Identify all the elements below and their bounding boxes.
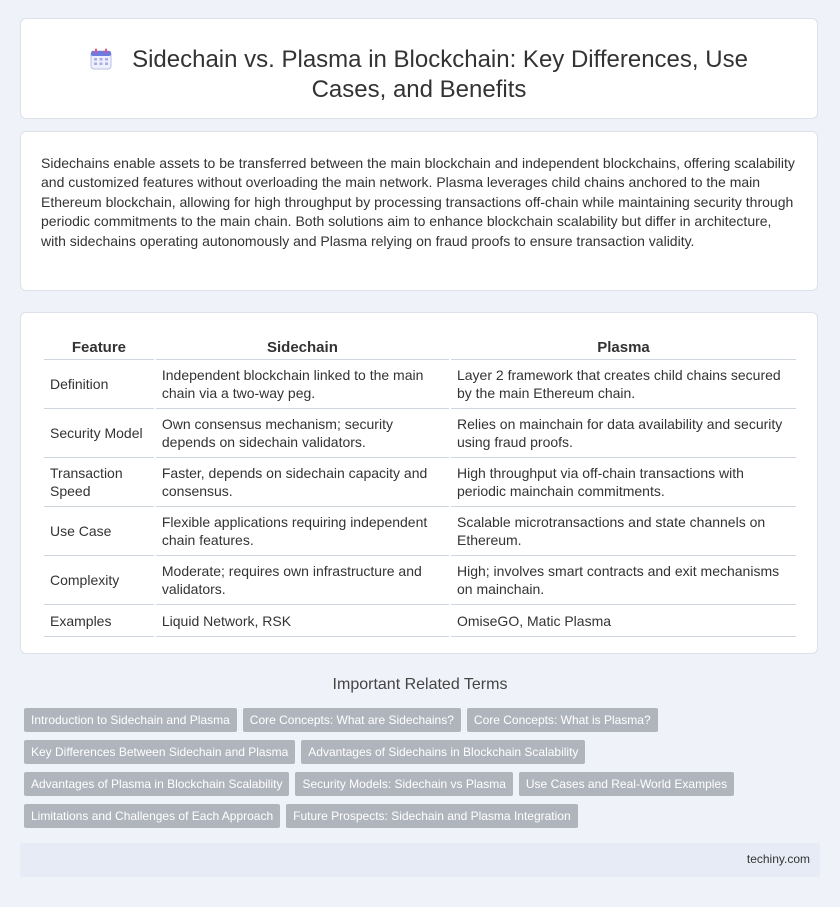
cell-plasma: High; involves smart contracts and exit mechanisms on mainchain. [451,556,796,605]
cell-feature: Examples [44,605,154,637]
cell-feature: Use Case [44,507,154,556]
related-term-tag[interactable]: Security Models: Sidechain vs Plasma [295,772,512,796]
cell-plasma: High throughput via off-chain transactions with periodic mainchain commitments. [451,458,796,507]
cell-feature: Complexity [44,556,154,605]
cell-feature: Definition [44,360,154,409]
title-card [20,18,818,119]
table-row [44,605,796,637]
related-term-tag[interactable]: Advantages of Plasma in Blockchain Scalability [24,772,289,796]
related-terms-heading: Important Related Terms [332,676,508,693]
cell-sidechain: Liquid Network, RSK [156,605,449,637]
cell-plasma: Scalable microtransactions and state channels on Ethereum. [451,507,796,556]
related-term-tag[interactable]: Core Concepts: What are Sidechains? [243,708,461,732]
page-title [21,45,817,105]
calendar-icon [90,48,112,70]
related-term-tag[interactable]: Core Concepts: What is Plasma? [467,708,658,732]
comparison-card [20,312,818,654]
cell-plasma: Layer 2 framework that creates child chains secured by the main Ethereum chain. [451,360,796,409]
related-term-tag[interactable]: Key Differences Between Sidechain and Plasma [24,740,295,764]
intro-card [20,131,818,291]
table-header-row [44,331,796,360]
related-terms-list [24,708,814,836]
cell-sidechain: Faster, depends on sidechain capacity and consensus. [156,458,449,507]
cell-sidechain: Flexible applications requiring independent chain features. [156,507,449,556]
table-row [44,360,796,409]
related-term-tag[interactable]: Future Prospects: Sidechain and Plasma Integration [286,804,578,828]
cell-plasma: Relies on mainchain for data availability and security using fraud proofs. [451,409,796,458]
intro-paragraph: Sidechains enable assets to be transferred between the main blockchain and independent blockchains, offering scalability and customized features without overloading the main network. Plasma leverages child chains anchored to the main Ethereum blockchain, allowing for high throughput by processing transactions off-chain while maintaining security through periodic commitments to the main chain. Both solutions aim to enhance blockchain scalability but differ in architecture, with sidechains operating autonomously and Plasma relying on fraud proofs to ensure transaction validity. [41,155,795,249]
related-term-tag[interactable]: Advantages of Sidechains in Blockchain Scalability [301,740,585,764]
cell-feature: Transaction Speed [44,458,154,507]
footer-bar [20,843,820,877]
table-row [44,458,796,507]
related-term-tag[interactable]: Limitations and Challenges of Each Approach [24,804,280,828]
cell-sidechain: Independent blockchain linked to the main chain via a two-way peg. [156,360,449,409]
header-plasma: Plasma [451,331,796,360]
header-sidechain: Sidechain [156,331,449,360]
header-feature: Feature [44,331,154,360]
related-term-tag[interactable]: Use Cases and Real-World Examples [519,772,734,796]
comparison-table [42,331,798,637]
table-row [44,507,796,556]
cell-plasma: OmiseGO, Matic Plasma [451,605,796,637]
footer-site-link[interactable]: techiny.com [746,852,810,866]
table-row [44,556,796,605]
cell-sidechain: Moderate; requires own infrastructure and validators. [156,556,449,605]
page-title-text: Sidechain vs. Plasma in Blockchain: Key Differences, Use Cases, and Benefits [132,46,748,103]
table-row [44,409,796,458]
related-term-tag[interactable]: Introduction to Sidechain and Plasma [24,708,237,732]
cell-sidechain: Own consensus mechanism; security depends on sidechain validators. [156,409,449,458]
cell-feature: Security Model [44,409,154,458]
